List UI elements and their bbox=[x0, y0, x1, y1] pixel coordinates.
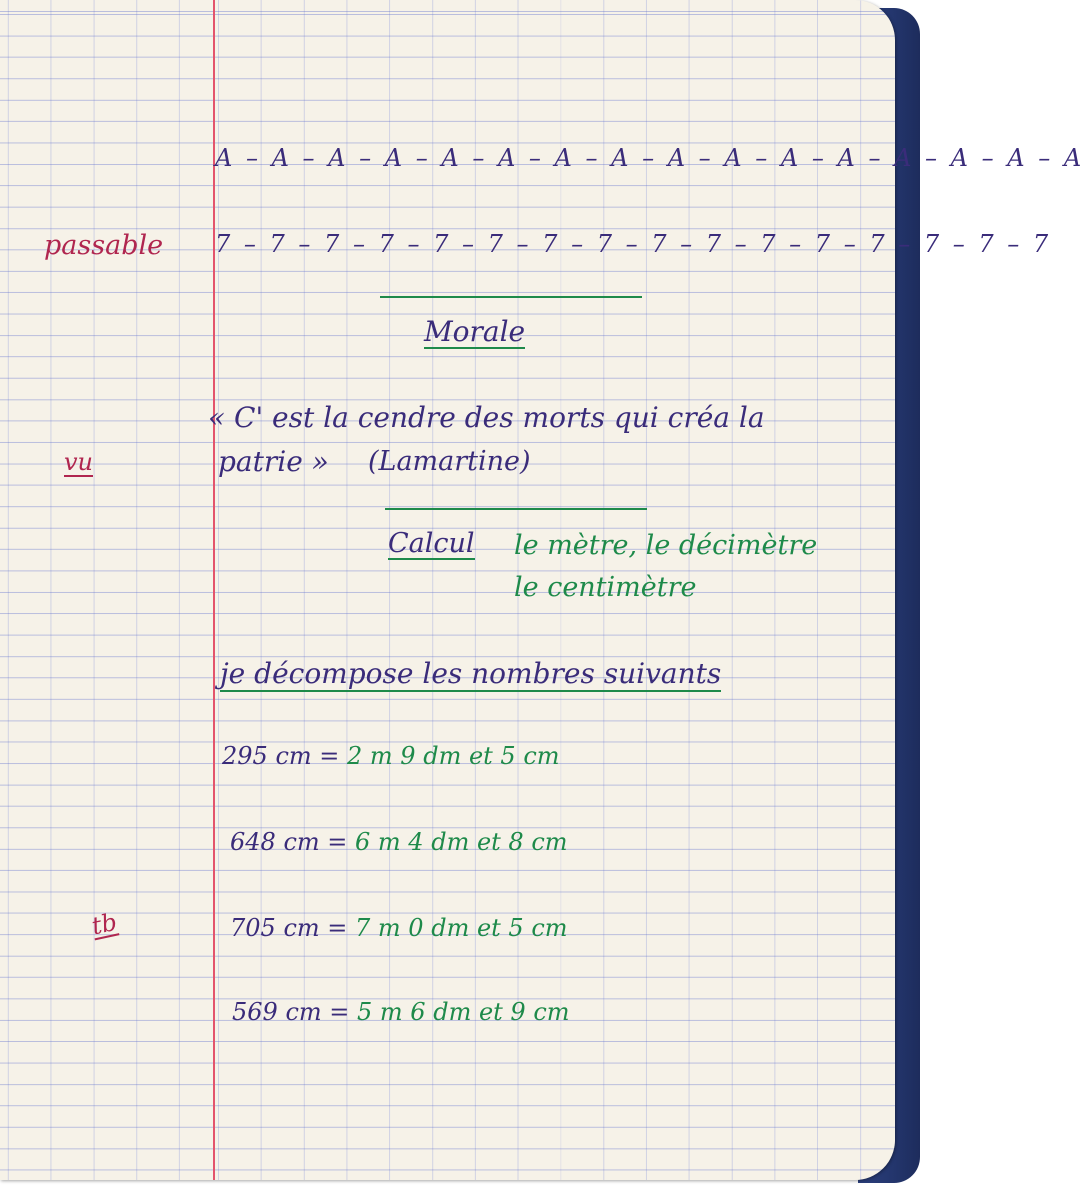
grade-vu: vu bbox=[64, 448, 94, 476]
separator-rule bbox=[380, 296, 642, 298]
equation-right: 2 m 9 dm et 5 cm bbox=[347, 742, 560, 770]
grade-passable: passable bbox=[44, 230, 164, 261]
equation-left: 569 cm = bbox=[232, 998, 350, 1026]
morale-heading: Morale bbox=[424, 315, 526, 348]
grade-tb: tb bbox=[89, 907, 120, 941]
morale-quote-line1: « C' est la cendre des morts qui créa la bbox=[208, 401, 765, 434]
practice-row-a: A – A – A – A – A – A – A – A – A – A – A – A – A – A – A – A bbox=[215, 144, 1084, 172]
morale-author: (Lamartine) bbox=[368, 446, 531, 477]
calcul-topic-line1: le mètre, le décimètre bbox=[514, 530, 818, 561]
equation-left: 705 cm = bbox=[230, 914, 348, 942]
equation-row bbox=[222, 744, 560, 768]
equation-row bbox=[230, 916, 568, 940]
calcul-instruction: je décompose les nombres suivants bbox=[220, 657, 722, 690]
separator-rule bbox=[385, 508, 647, 510]
calcul-heading: Calcul bbox=[388, 528, 475, 559]
equation-row bbox=[232, 1000, 570, 1024]
margin-line bbox=[213, 0, 215, 1180]
practice-row-7: 7 – 7 – 7 – 7 – 7 – 7 – 7 – 7 – 7 – 7 – 7 – 7 – 7 – 7 – 7 – 7 bbox=[215, 230, 1052, 258]
calcul-topic-line2: le centimètre bbox=[514, 572, 697, 603]
equation-right: 5 m 6 dm et 9 cm bbox=[357, 998, 570, 1026]
equation-left: 648 cm = bbox=[230, 828, 348, 856]
equation-row bbox=[230, 830, 568, 854]
morale-quote-line2: patrie » bbox=[218, 445, 329, 478]
equation-left: 295 cm = bbox=[222, 742, 340, 770]
equation-right: 7 m 0 dm et 5 cm bbox=[355, 914, 568, 942]
equation-right: 6 m 4 dm et 8 cm bbox=[355, 828, 568, 856]
